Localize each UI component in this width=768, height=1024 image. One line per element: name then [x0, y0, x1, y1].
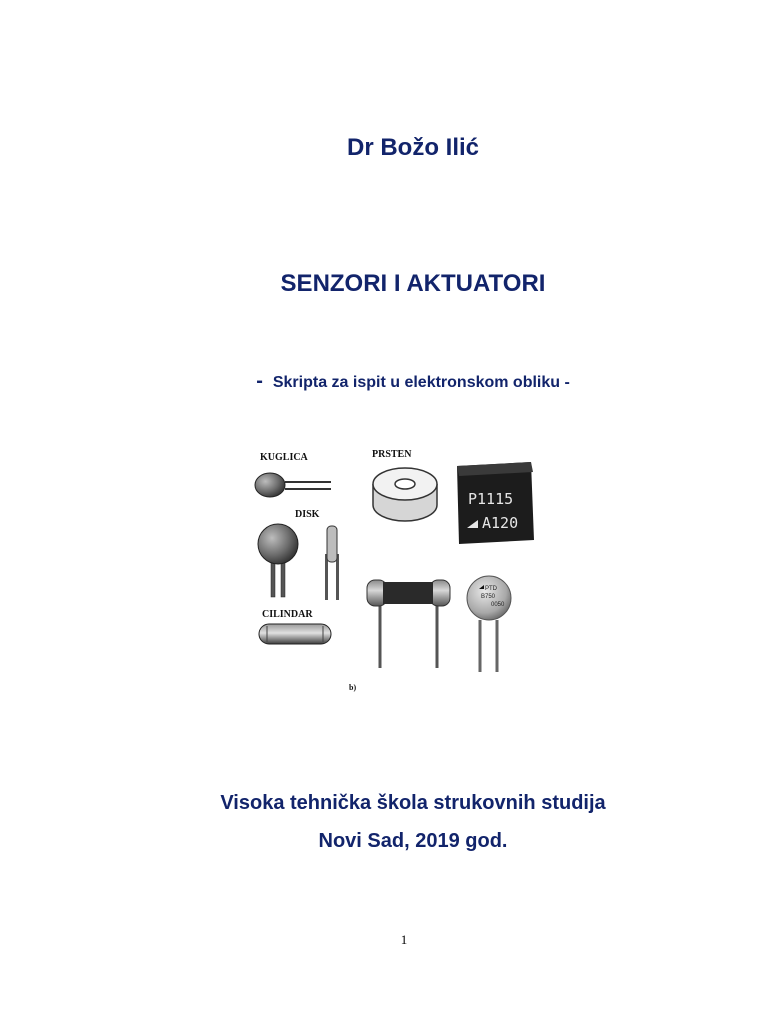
label-disk: DISK: [295, 509, 320, 520]
smd-chip: [457, 462, 534, 544]
page-number: 1: [400, 932, 408, 947]
thermistor-illustration: [245, 440, 545, 700]
document-title: SENZORI I AKTUATORI: [280, 270, 546, 297]
author-name: Dr Božo Ilić: [346, 134, 479, 161]
panel-label: b): [349, 683, 357, 692]
disk-thermistor-side: [325, 526, 339, 600]
label-prsten: PRSTEN: [372, 449, 412, 460]
chip-line-2: A120: [482, 514, 519, 532]
disk-thermistor: [258, 524, 298, 597]
ptc-line-3: 0050: [491, 602, 505, 608]
ptc-thermistor: [467, 576, 511, 672]
cylinder-thermistor: [259, 624, 331, 644]
chip-line-1: P1115: [468, 490, 514, 508]
axial-thermistor: [367, 580, 450, 668]
bead-thermistor: [255, 473, 331, 497]
city-year: Novi Sad, 2019 god.: [318, 830, 508, 852]
institution-name: Visoka tehnička škola strukovnih studija: [220, 792, 606, 814]
document-subtitle: [0, 370, 768, 393]
ptc-line-2: B750: [481, 594, 496, 600]
label-cilindar: CILINDAR: [262, 609, 313, 620]
thermistor-figure: [245, 440, 545, 700]
ring-thermistor: [373, 468, 437, 521]
subtitle-text: Skripta za ispit u elektronskom obliku -: [272, 374, 570, 391]
ptc-line-1: PTD: [485, 586, 497, 592]
subtitle-dash: -: [256, 370, 263, 392]
label-kuglica: KUGLICA: [260, 452, 308, 463]
